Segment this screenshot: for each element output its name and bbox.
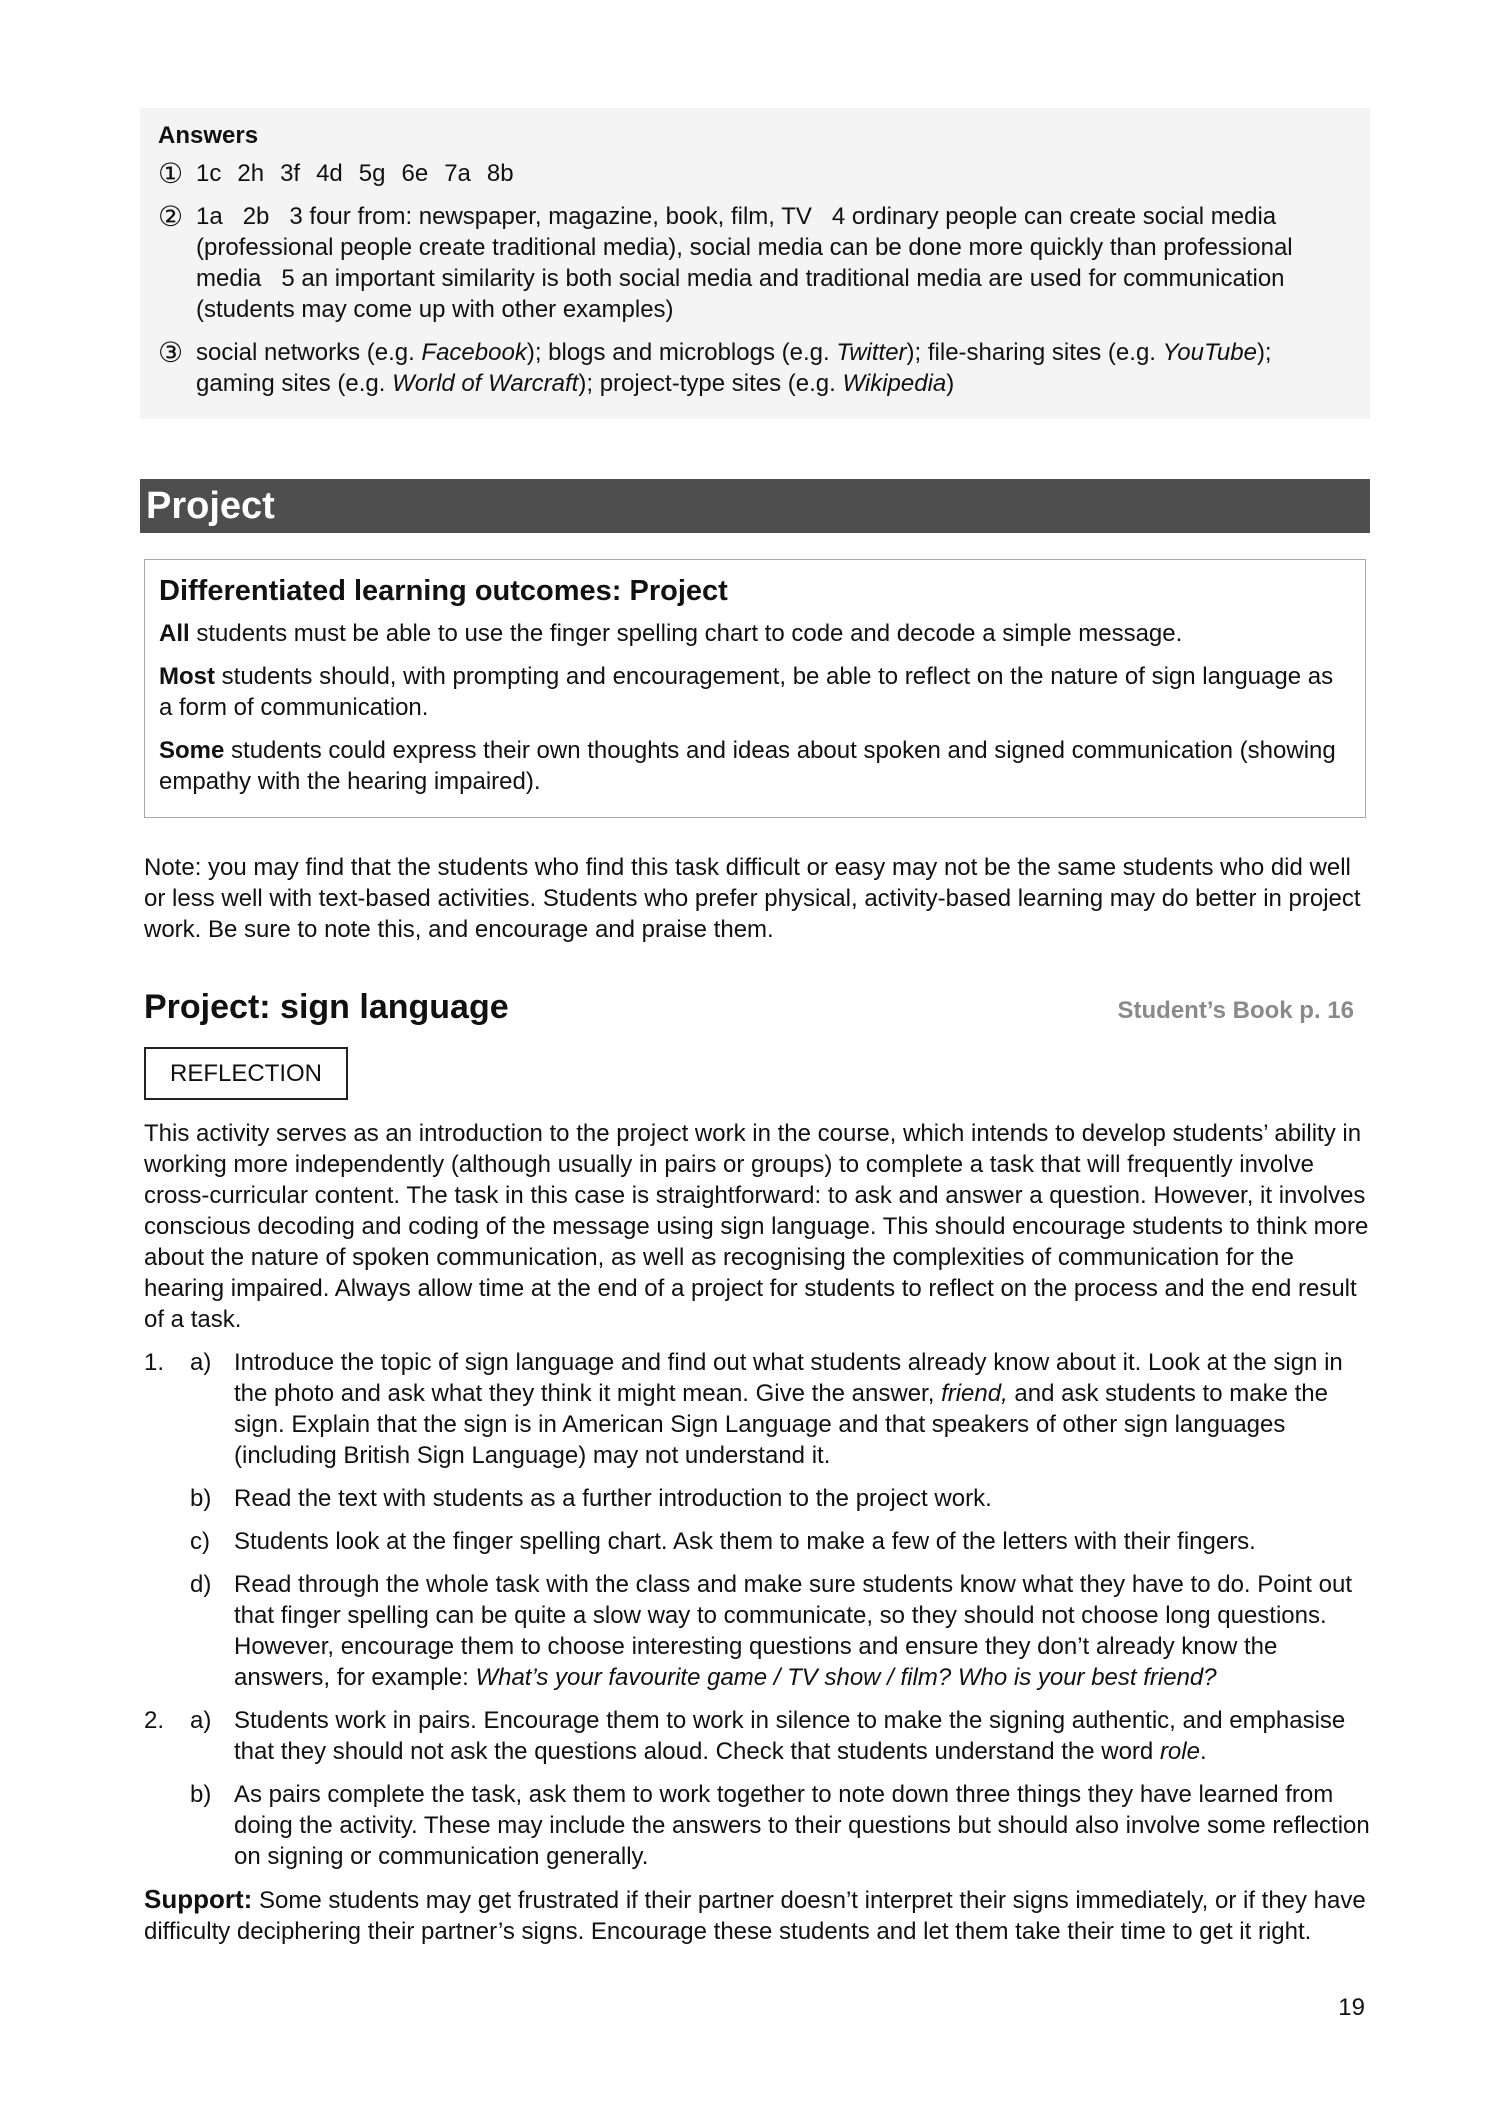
answers-box — [140, 108, 1370, 419]
step-letter: a) — [190, 1349, 212, 1376]
answer-number-1: ① — [158, 158, 184, 189]
outcome-text: students could express their own thoughts and ideas about spoken and signed communication (showing empathy with the hearing impaired). — [159, 737, 1336, 795]
outcome-text: students must be able to use the finger spelling chart to code and decode a simple message. — [189, 620, 1183, 647]
outcome-text: students should, with prompting and encouragement, be able to reflect on the nature of sign language as a form of communication. — [159, 663, 1334, 721]
italic-run: Wikipedia — [842, 370, 947, 397]
italic-run: Facebook — [421, 339, 527, 366]
support-label: Support: — [144, 1884, 253, 1914]
answer-item: 4d — [316, 160, 343, 187]
text-run: ); file-sharing sites (e.g. — [906, 339, 1163, 366]
support-paragraph — [140, 1884, 1370, 1947]
text-run: Read through the whole task with the class and make sure students know what they have to do. Point out that finger spelling can be quite a slow way to communicate, so they should not choose long questions. However, encourage them to choose interesting questions and ensure they don’t already know the answers, for example: — [234, 1571, 1352, 1691]
support-text: Some students may get frustrated if their partner doesn’t interpret their signs immediately, or if they have difficulty deciphering their partner’s signs. Encourage these students and let them take their time to get it right. — [144, 1887, 1366, 1945]
step-1c — [144, 1526, 1370, 1557]
answer-text-2: 1a 2b 3 four from: newspaper, magazine, book, film, TV 4 ordinary people can create social media (professional people create traditional media), social media can be done more quickly than professional media 5 an important similarity is both social media and traditional media are used for communication (students may come up with other examples) — [196, 203, 1300, 323]
answer-row-3 — [158, 337, 1352, 399]
outcomes-title: Differentiated learning outcomes: Project — [159, 575, 728, 607]
step-number: 2. — [144, 1707, 165, 1734]
text-run: Students work in pairs. Encourage them to work in silence to make the signing authentic, and emphasise that they should not ask the questions aloud. Check that students understand the word — [234, 1707, 1346, 1765]
answer-row-1 — [158, 158, 1352, 189]
step-letter: b) — [190, 1781, 212, 1808]
reflection-label: REFLECTION — [144, 1047, 348, 1100]
step-letter: b) — [190, 1485, 212, 1512]
answer-number-2: ② — [158, 201, 184, 232]
answer-item: 5g — [358, 160, 386, 187]
step-number-spacer — [144, 1779, 190, 1872]
answer-item: 7a — [444, 160, 471, 187]
answer-text-3 — [196, 337, 1352, 399]
italic-run: friend, — [941, 1380, 1008, 1407]
answer-item: 1c — [196, 160, 222, 187]
outcome-some — [159, 735, 1351, 797]
italic-run: YouTube — [1162, 339, 1257, 366]
italic-run: What’s your favourite game / TV show / film? Who is your best friend? — [475, 1664, 1217, 1691]
answer-item: 2h — [237, 160, 265, 187]
step-number-spacer — [144, 1526, 190, 1557]
project-title: Project: sign language — [144, 988, 509, 1026]
page-content — [140, 108, 1370, 1947]
steps-list — [140, 1347, 1370, 1872]
outcome-most — [159, 661, 1351, 723]
step-text: As pairs complete the task, ask them to work together to note down three things they have learned from doing the activity. These may include the answers to their questions but should also involve some reflection on signing or communication generally. — [234, 1781, 1370, 1870]
learning-outcomes-box — [144, 559, 1366, 818]
text-run: . — [1199, 1738, 1207, 1765]
step-text — [234, 1569, 1370, 1693]
step-text: Students look at the finger spelling chart. Ask them to make a few of the letters with their fingers. — [234, 1528, 1256, 1555]
step-letter: d) — [190, 1571, 212, 1598]
step-2a — [144, 1705, 1370, 1767]
project-heading-row — [140, 985, 1370, 1029]
teacher-note: Note: you may find that the students who find this task difficult or easy may not be the same students who did well or less well with text-based activities. Students who prefer physical, activity-based learning may do better in project work. Be sure to note this, and encourage and praise them. — [144, 854, 1361, 943]
step-1a — [144, 1347, 1370, 1471]
answer-item: 3f — [280, 160, 301, 187]
section-banner: Project — [140, 479, 1370, 533]
answer-text-1 — [196, 158, 1352, 189]
project-intro: This activity serves as an introduction to the project work in the course, which intends to develop students’ ability in working more independently (although usually in pairs or groups) to complete a task that will frequently involve cross-curricular content. The task in this case is straightforward: to ask and answer a question. However, it involves conscious decoding and coding of the message using sign language. This should encourage students to think more about the nature of spoken communication, as well as recognising the complexities of communication for the hearing impaired. Always allow time at the end of a project for students to reflect on the process and the end result of a task. — [144, 1120, 1369, 1333]
outcome-label: Some — [159, 737, 225, 764]
text-run: Introduce the topic of sign language and find out what students already know about it. Look at the sign in the photo and ask what they think it might mean. Give the answer, — [234, 1349, 1343, 1407]
step-2b — [144, 1779, 1370, 1872]
text-run: social networks (e.g. — [196, 339, 422, 366]
step-number: 1. — [144, 1349, 165, 1376]
step-text — [234, 1347, 1370, 1471]
step-letter: c) — [190, 1528, 210, 1555]
book-reference: Student’s Book p. 16 — [1117, 997, 1354, 1024]
text-run: ) — [946, 370, 955, 397]
step-letter: a) — [190, 1707, 212, 1734]
step-text — [234, 1705, 1370, 1767]
step-number-spacer — [144, 1483, 190, 1514]
step-1d — [144, 1569, 1370, 1693]
text-run: ); blogs and microblogs (e.g. — [526, 339, 837, 366]
text-run: and ask students to make the sign. Explain that the sign is in American Sign Language and that speakers of other sign languages (including British Sign Language) may not understand it. — [234, 1380, 1328, 1469]
outcome-label: Most — [159, 663, 215, 690]
text-run: ); gaming sites (e.g. — [196, 339, 1272, 397]
step-1b — [144, 1483, 1370, 1514]
answer-item: 6e — [401, 160, 429, 187]
outcome-label: All — [159, 620, 190, 647]
answer-item: 8b — [486, 160, 514, 187]
step-number-spacer — [144, 1569, 190, 1693]
italic-run: Twitter — [836, 339, 907, 366]
page-number: 19 — [1338, 1994, 1365, 2021]
step-text: Read the text with students as a further introduction to the project work. — [234, 1485, 992, 1512]
text-run: ); project-type sites (e.g. — [578, 370, 843, 397]
answer-number-3: ③ — [158, 337, 184, 368]
italic-run: World of Warcraft — [392, 370, 579, 397]
italic-run: role — [1159, 1738, 1200, 1765]
outcome-all — [159, 618, 1351, 649]
answer-row-2 — [158, 201, 1352, 325]
answers-title: Answers — [158, 122, 259, 149]
